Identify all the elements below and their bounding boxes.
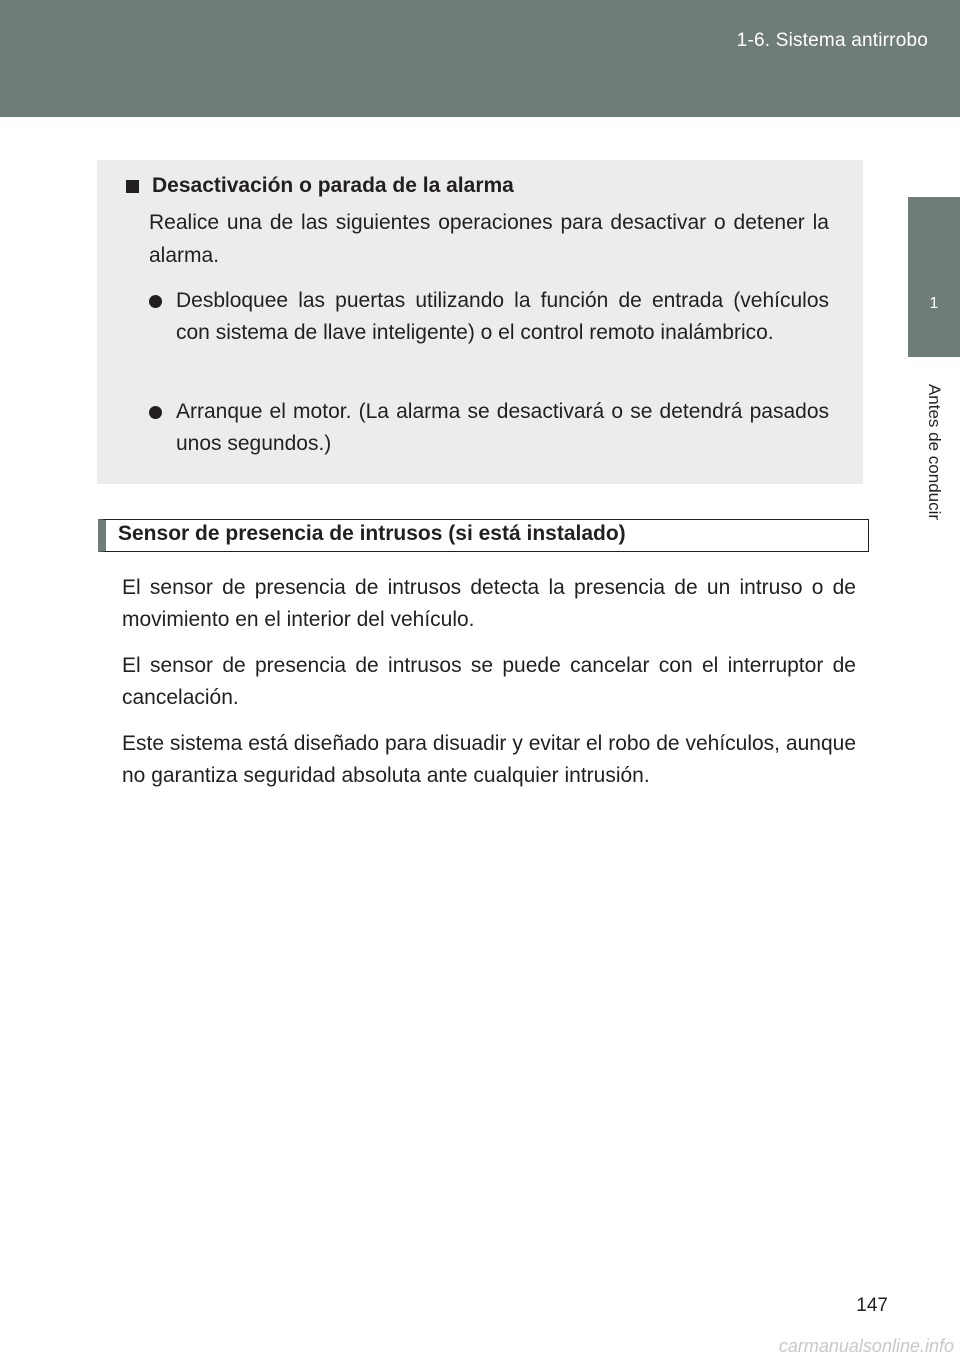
- note-bullet-text: Desbloquee las puertas utilizando la función de entrada (vehículos con sistema de llave inteligente) o el control remoto inalámbrico.: [176, 289, 829, 344]
- page-header: [0, 0, 960, 117]
- section-heading-text: Sensor de presencia de intrusos (si está instalado): [118, 522, 626, 545]
- chapter-label: Antes de conducir: [925, 383, 944, 521]
- page-number: 147: [856, 1295, 888, 1316]
- body-paragraph: Este sistema está diseñado para disuadir y evitar el robo de vehículos, aunque no garantiza seguridad absoluta ante cualquier intrusión.: [122, 732, 856, 787]
- note-intro: Realice una de las siguientes operaciones para desactivar o detener la alarma.: [149, 211, 829, 267]
- section-heading: [98, 519, 869, 552]
- section-title: 1-6. Sistema antirrobo: [736, 30, 928, 51]
- note-bullet: [149, 396, 829, 460]
- round-bullet-icon: [149, 406, 162, 419]
- note-bullet: [149, 285, 829, 349]
- body-paragraph: El sensor de presencia de intrusos se puede cancelar con el interruptor de cancelación.: [122, 654, 856, 709]
- note-heading-text: Desactivación o parada de la alarma: [152, 174, 514, 197]
- note-bullet-text: Arranque el motor. (La alarma se desactivará o se detendrá pasados unos segundos.): [176, 400, 829, 455]
- square-bullet-icon: [126, 180, 139, 193]
- chapter-number: 1: [929, 295, 939, 312]
- chapter-tab: [908, 197, 960, 357]
- body-paragraph: El sensor de presencia de intrusos detecta la presencia de un intruso o de movimiento en el interior del vehículo.: [122, 576, 856, 631]
- note-heading: [126, 174, 514, 198]
- watermark: carmanualsonline.info: [778, 1336, 954, 1356]
- round-bullet-icon: [149, 295, 162, 308]
